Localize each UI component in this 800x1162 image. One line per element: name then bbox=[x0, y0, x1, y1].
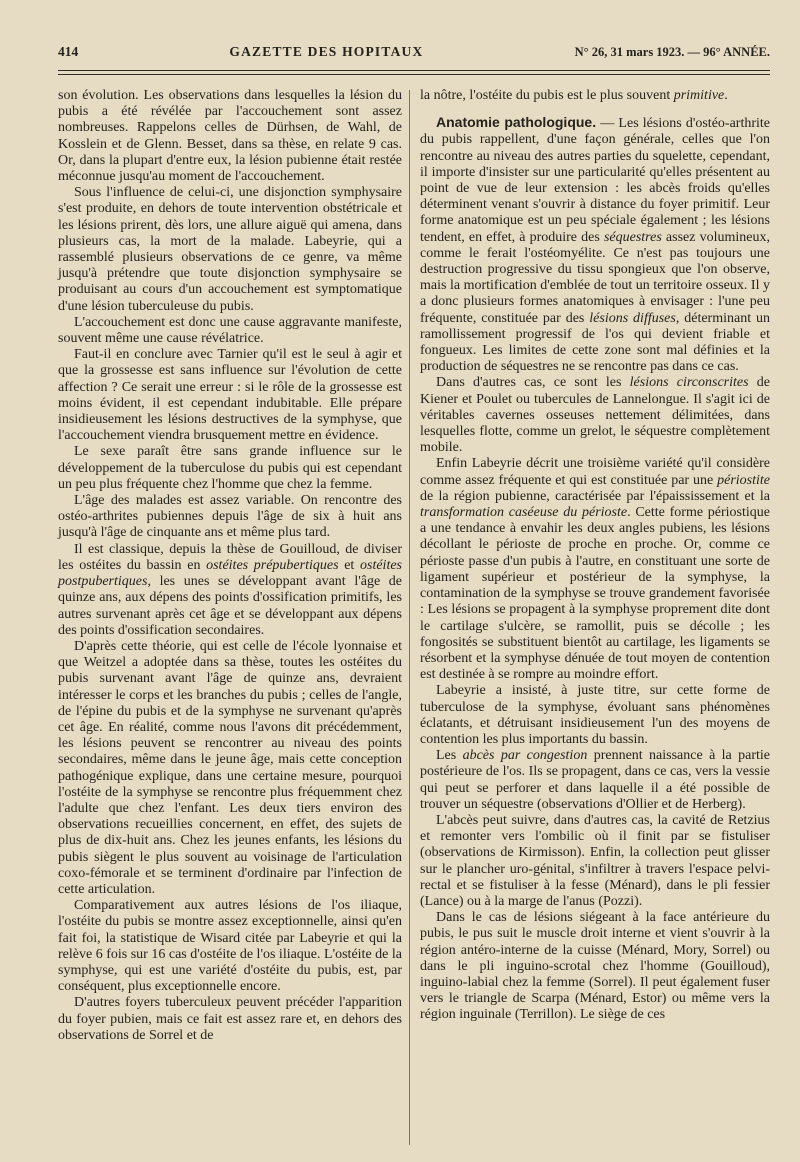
paragraph: L'abcès peut suivre, dans d'autres cas, la cavité de Retzius et remonter vers l'ombilic où il finit par se fistuliser (observations de Kirmisson). Enfin, la collection peut glisser sur le plancher uro-génital, s'infiltrer à travers l'espace pelvi-rectal et se fistuliser à la fesse (Ménard), dans le pli fessier (Lance) ou à la marge de l'anus (Pozzi). bbox=[420, 812, 770, 909]
paragraph: Le sexe paraît être sans grande influence sur le développement de la tuberculose du pubis qui est cependant un peu plus fréquente chez l'homme que chez la femme. bbox=[58, 444, 402, 492]
section-paragraph: Anatomie pathologique. — Les lésions d'ostéo-arthrite du pubis rappellent, d'une façon générale, celles que l'on rencontre au niveau des autres parties du squelette, cependant, il importe d'insister sur une particularité qu'elles présentent au point de vue de leur extension : les abcès froids qu'elles déterminent venant s'ouvrir à distance du foyer primitif. Leur forme anatomique est un peu spéciale également ; les lésions tendent, en effet, à produire des séquestres assez volumineux, comme le ferait l'ostéomyélite. Ce n'est pas toujours une destruction progressive du tissu spongieux que l'on observe, mais la mortification d'emblée de tout un territoire osseux. Il y a donc plusieurs formes anatomiques à envisager : l'une peu fréquente, constituée par des lésions diffuses, déterminant un ramollissement progressif de l'os qui devient friable et fongueux. Les limites de cette zone sont mal définies et la production de séquestres ne se rencontre pas dans ce cas. bbox=[420, 114, 771, 375]
section-heading: Anatomie pathologique. bbox=[436, 114, 597, 131]
paragraph: Faut-il en conclure avec Tarnier qu'il est le seul à agir et que la grossesse est sans influence sur l'évolution de cette affection ? Ce serait une erreur : si le rôle de la grossesse est moins évident, il est cependant indubitable. Elle prépare insidieusement les lésions destructives de la symphyse, que l'accouchement viendra brusquement mettre en évidence. bbox=[58, 347, 402, 444]
paragraph: son évolution. Les observations dans lesquelles la lésion du pubis a été révélée par l'accouchement sont assez nombreuses. Rappelons celles de Dürhsen, de Wahl, de Kosslein et de Glenn. Besset, dans sa thèse, en relate 9 cas. Or, dans la plupart d'entre eux, la lésion pubienne était restée méconnue jusqu'au moment de l'accouchement. bbox=[58, 88, 402, 185]
left-column bbox=[58, 88, 402, 1044]
paragraph: Il est classique, depuis la thèse de Gouilloud, de diviser les ostéites du bassin en ostéites prépubertiques et ostéites postpubertiques, les unes se développant avant l'âge de quinze ans, aux dépens des points d'ossification primitifs, les autres survenant après cet âge et se développant aux dépens des points d'ossification secondaires. bbox=[58, 541, 402, 638]
column-divider bbox=[409, 90, 410, 1145]
paragraph: Dans d'autres cas, ce sont les lésions circonscrites de Kiener et Poulet ou tubercules de Lannelongue. Il s'agit ici de véritables cavernes osseuses nettement délimitées, dans lesquelles flotte, comme un grelot, le séquestre complètement mobile. bbox=[420, 375, 771, 456]
paragraph: D'après cette théorie, qui est celle de l'école lyonnaise et que Weitzel a adoptée dans sa thèse, toutes les ostéites du pubis survenant avant l'âge de quinze ans, devraient intéresser le corps et les branches du pubis ; celles de l'angle, de l'épine du pubis et de la symphyse ne survenant qu'après cet âge. En réalité, comme nous l'avons dit précédemment, les lésions peuvent se rencontrer au niveau des points secondaires, même dans le jeune âge, mais cette conception pathogénique explique, dans une certaine mesure, pourquoi l'ostéite de la symphyse se rencontre plus fréquemment chez l'adulte que chez l'enfant. Les deux tiers environ des observations recueillies concernent, en effet, des sujets de plus de dix-huit ans. Chez les jeunes enfants, les lésions du pubis siègent le plus souvent au voisinage de l'articulation coxo-fémorale et se terminent d'ordinaire par l'infection de cette articulation. bbox=[58, 638, 402, 897]
journal-title: GAZETTE DES HOPITAUX bbox=[229, 44, 424, 59]
header-rule-thin bbox=[58, 74, 770, 75]
paragraph: Dans le cas de lésions siégeant à la face antérieure du pubis, le pus suit le muscle droit interne et vient s'ouvrir à la région antéro-interne de la cuisse (Ménard, Mory, Sorrel) ou dans le pli inguino-scrotal chez l'homme (Gouilloud), inguino-labial chez la femme (Sorrel). Il peut également fuser vers le triangle de Scarpa (Ménard, Estor) ou même vers la région inguinale (Terrillon). Le siège de ces bbox=[420, 910, 770, 1023]
paragraph: Enfin Labeyrie décrit une troisième variété qu'il considère comme assez fréquente et qui est constituée par une périostite de la région pubienne, caractérisée par l'épaississement et la transformation caséeuse du périoste. Cette forme périostique a une tendance à envahir les deux angles pubiens, les lésions décollant le périoste de proche en proche. Or, comme ce périoste passe d'un pubis à l'autre, en constituant une sorte de ligament supérieur et postérieur de la symphyse, la contamination de la symphyse se trouve grandement favorisée : Les lésions se propagent à la symphyse proprement dite dont le cartilage s'ulcère, se ramollit, puis se décolle ; les fongosités se substituent bientôt au cartilage, les ligaments se résorbent et la symphyse dénuée de tout moyen de contention est destinée à se rompre au moindre effort. bbox=[420, 456, 770, 683]
paragraph: Sous l'influence de celui-ci, une disjonction symphysaire s'est produite, en dehors de toute intervention obstétricale et les lésions prirent, dès lors, une allure aiguë qui amena, dans plusieurs cas, la mort de la malade. Labeyrie, qui a rassemblé plusieurs observations de ce genre, va même jusqu'à prétendre que toute disjonction symphysaire se produisant au cours d'un accouchement est symptomatique d'une lésion tuberculeuse du pubis. bbox=[58, 185, 402, 314]
paragraph: L'accouchement est donc une cause aggravante manifeste, souvent même une cause révélatrice. bbox=[58, 314, 402, 347]
header-rule bbox=[58, 70, 770, 71]
right-column bbox=[420, 88, 770, 1024]
page-number: 414 bbox=[58, 44, 79, 59]
paragraph: Comparativement aux autres lésions de l'os iliaque, l'ostéite du pubis se montre assez exceptionnelle, ainsi qu'en fait foi, la statistique de Wisard citée par Labeyrie et qui la relève 6 fois sur 16 cas d'ostéite de l'os iliaque. L'ostéite de la symphyse, qui est une variété d'ostéite du pubis, est, par conséquent, plus exceptionnelle encore. bbox=[58, 898, 402, 995]
paragraph: D'autres foyers tuberculeux peuvent précéder l'apparition du foyer pubien, mais ce fait est assez rare et, en dehors des observations de Sorrel et de bbox=[58, 995, 402, 1043]
paragraph: L'âge des malades est assez variable. On rencontre des ostéo-arthrites pubiennes depuis l'âge de six à huit ans jusqu'à l'âge de cinquante ans et même plus tard. bbox=[58, 493, 402, 541]
paragraph: Les abcès par congestion prennent naissance à la partie postérieure de l'os. Ils se propagent, dans ce cas, vers la vessie qui peut se perforer et dans laquelle il a été possible de trouver un séquestre (observations d'Ollier et de Herberg). bbox=[420, 748, 771, 812]
page-header bbox=[58, 44, 770, 66]
paragraph: la nôtre, l'ostéite du pubis est le plus souvent primitive. bbox=[420, 88, 728, 103]
issue-info: N° 26, 31 mars 1923. — 96° ANNÉE. bbox=[574, 45, 770, 59]
paragraph: Labeyrie a insisté, à juste titre, sur cette forme de tuberculose de la symphyse, évoluant sans phénomènes éclatants, et détruisant insidieusement l'un des moyens de contention les plus importants du bassin. bbox=[420, 683, 770, 747]
